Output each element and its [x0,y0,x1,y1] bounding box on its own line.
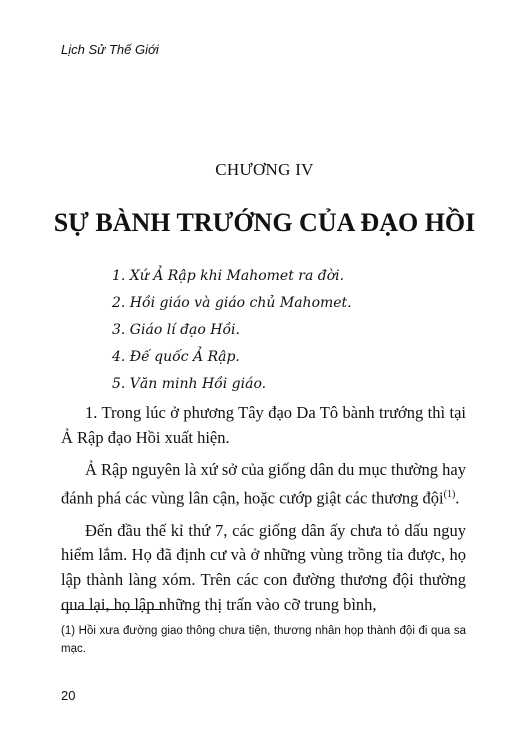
body-text [61,401,466,617]
chapter-label: CHƯƠNG IV [215,160,314,179]
paragraph-2-text: Ả Rập nguyên là xứ sở của giống dân du mục thường hay đánh phá các vùng lân cận, hoặc cướp giật các thương đội [61,460,466,508]
footnote: (1) Hồi xưa đường giao thông chưa tiện, thương nhân họp thành đội đi qua sa mạc. [61,625,466,655]
chapter-title: SỰ BÀNH TRƯỚNG CỦA ĐẠO HỒI [53,208,476,237]
contents-item: 4. Đế quốc Ả Rập. [112,349,240,365]
paragraph-2 [61,458,466,511]
paragraph-2-end: . [455,488,460,508]
running-header: Lịch Sử Thế Giới [61,42,159,57]
page-number: 20 [61,688,76,703]
contents-item: 2. Hồi giáo và giáo chủ Mahomet. [112,295,352,311]
contents-item: 1. Xứ Ả Rập khi Mahomet ra đời. [112,268,345,284]
footnote-reference: (1) [443,488,456,500]
contents-item: 3. Giáo lí đạo Hồi. [112,322,240,338]
paragraph-3: Đến đầu thế kỉ thứ 7, các giống dân ấy chưa tỏ dấu nguy hiểm lắm. Họ đã định cư và ở những vùng trồng tỉa được, họ lập thành làng xóm. Trên các con đường thương đội thường qua lại, họ lập những thị trấn vào cỡ trung bình, [61,520,466,614]
paragraph-1: 1. Trong lúc ở phương Tây đạo Da Tô bành trướng thì tại Ả Rập đạo Hồi xuất hiện. [61,403,466,447]
chapter-contents-list [112,263,352,398]
footnote-divider [61,609,163,610]
contents-item: 5. Văn minh Hồi giáo. [112,376,267,392]
